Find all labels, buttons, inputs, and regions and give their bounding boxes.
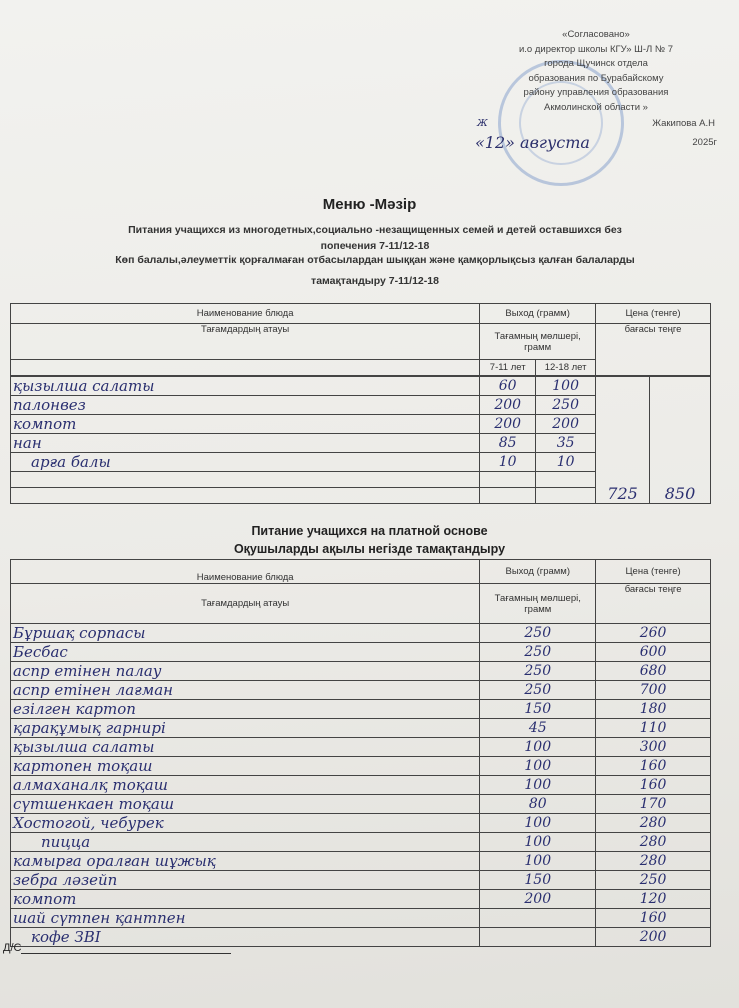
dish-price: 280 — [596, 852, 711, 871]
dish-grams: 45 — [480, 719, 596, 738]
col-name-ru: Наименование блюда — [11, 560, 480, 584]
section-title-ru: Питание учащихся на платной основе — [251, 524, 488, 538]
dish-name: езілген картоп — [11, 700, 480, 719]
dish-grams: 60 — [480, 377, 536, 396]
col-name-ru: Наименование блюда — [11, 304, 480, 324]
dish-name: камырға оралған шұжық — [11, 852, 480, 871]
dish-grams: 100 — [480, 757, 596, 776]
signature: Ж — [477, 118, 488, 129]
dish-grams: 200 — [536, 415, 596, 434]
dish-price: 680 — [596, 662, 711, 681]
subtitle-kz-2: тамақтандыру 7-11/12-18 — [311, 275, 439, 287]
dish-price: 250 — [596, 871, 711, 890]
approval-line: образования по Бурабайскому — [528, 72, 664, 84]
dish-grams: 150 — [480, 871, 596, 890]
dish-grams: 35 — [536, 434, 596, 453]
dish-grams: 100 — [480, 852, 596, 871]
dish-name: қызылша салаты — [11, 377, 480, 396]
ds-signature-line — [3, 942, 231, 954]
dish-grams: 200 — [480, 415, 536, 434]
approval-line: Акмолинской области » — [544, 101, 648, 113]
subtitle-ru-1: Питания учащихся из многодетных,социально -незащищенных семей и детей оставшихся без — [128, 224, 622, 236]
total-price — [650, 377, 711, 504]
approval-line: району управления образования — [523, 87, 669, 98]
dish-grams: 250 — [480, 662, 596, 681]
approval-line: и.о директор школы КГУ» Ш-Л № 7 — [518, 43, 674, 55]
dish-grams: 10 — [536, 453, 596, 472]
price-7-11-value: 725 — [607, 484, 638, 503]
dish-price: 600 — [596, 643, 711, 662]
approval-line: города Щучинск отдела — [544, 58, 648, 69]
dish-price: 160 — [596, 909, 711, 928]
dish-price: 280 — [596, 814, 711, 833]
dish-name: алмаханалқ тоқаш — [11, 776, 480, 795]
col-output-ru: Выход (грамм) — [480, 560, 596, 584]
page-title: Меню -Мәзір — [322, 196, 417, 213]
approval-line: «Согласовано» — [562, 29, 630, 40]
dish-grams: 100 — [480, 776, 596, 795]
dish-name: зебра ләзейп — [11, 871, 480, 890]
col-price-ru: Цена (тенге) — [596, 304, 711, 324]
dish-name: палонвез — [11, 396, 480, 415]
dish-name: Хостогой, чебурек — [11, 814, 480, 833]
col-output-ru: Выход (грамм) — [480, 304, 596, 324]
dish-price: 170 — [596, 795, 711, 814]
dish-name: аспр етінен палау — [11, 662, 480, 681]
dish-price: 280 — [596, 833, 711, 852]
col-output-kz: Тағамның мөлшері, грамм — [480, 324, 596, 360]
dish-name: Бұршақ сорпасы — [11, 624, 480, 643]
dish-grams — [480, 909, 596, 928]
dish-price: 160 — [596, 776, 711, 795]
subtitle-ru-2: попечения 7-11/12-18 — [320, 240, 430, 252]
dish-price: 260 — [596, 624, 711, 643]
col-price-ru: Цена (тенге) — [596, 560, 711, 584]
dish-grams: 150 — [480, 700, 596, 719]
dish-price: 120 — [596, 890, 711, 909]
price-age-7-11 — [596, 376, 650, 377]
dish-grams: 250 — [480, 643, 596, 662]
dish-price: 200 — [596, 928, 711, 947]
dish-name: қарақұмық гарнирі — [11, 719, 480, 738]
dish-name: картопен тоқаш — [11, 757, 480, 776]
dish-grams: 100 — [480, 833, 596, 852]
col-name-kz: Тағамдардың атауы — [11, 324, 480, 360]
dish-grams: 200 — [480, 890, 596, 909]
dish-grams: 100 — [480, 814, 596, 833]
approval-block — [471, 28, 721, 150]
dish-grams: 250 — [480, 624, 596, 643]
dish-grams: 200 — [480, 396, 536, 415]
dish-name: компот — [11, 415, 480, 434]
dish-name: пицца — [11, 833, 480, 852]
total-price — [596, 377, 650, 504]
price-12-18-value: 850 — [664, 484, 696, 503]
approval-date — [471, 132, 721, 152]
dish-price: 110 — [596, 719, 711, 738]
dish-grams: 85 — [480, 434, 536, 453]
dish-name: сүтшенкаен тоқаш — [11, 795, 480, 814]
dish-price: 160 — [596, 757, 711, 776]
dish-grams: 10 — [480, 453, 536, 472]
signature-line — [471, 117, 721, 132]
ds-label: Д/С — [3, 942, 22, 954]
signature-blank — [21, 943, 231, 954]
section-title-kz: Оқушыларды ақылы негізде тамақтандыру — [233, 542, 506, 556]
age-7-11: 7-11 лет — [480, 360, 536, 376]
dish-name: аспр етінен лағман — [11, 681, 480, 700]
dish-name: Бесбас — [11, 643, 480, 662]
dish-grams: 250 — [480, 681, 596, 700]
director-name: Жакипова А.Н — [652, 118, 715, 129]
dish-price: 300 — [596, 738, 711, 757]
dish-name: нан — [11, 434, 480, 453]
col-output-kz: Тағамның мөлшері, грамм — [480, 584, 596, 624]
col-price-kz: бағасы теңге — [596, 324, 711, 376]
menu-table-paid — [10, 559, 711, 947]
dish-grams: 100 — [536, 377, 596, 396]
dish-grams: 100 — [480, 738, 596, 757]
dish-name: шай сүтпен қантпен — [11, 909, 480, 928]
age-12-18: 12-18 лет — [536, 360, 596, 376]
dish-name: компот — [11, 890, 480, 909]
dish-grams — [480, 928, 596, 947]
subtitle-kz-1: Көп балалы,әлеуметтік қорғалмаған отбасылардан шыққан және қамқорлықсыз қалған балаларды — [115, 254, 635, 266]
menu-table-subsidized — [10, 303, 711, 504]
dish-grams: 250 — [536, 396, 596, 415]
dish-name: кофе ЗВІ — [11, 928, 480, 947]
dish-grams: 80 — [480, 795, 596, 814]
col-name-kz: Тағамдардың атауы — [11, 584, 480, 624]
dish-price: 180 — [596, 700, 711, 719]
approval-date-handwritten: «12» августа — [475, 132, 590, 152]
dish-name: арға балы — [11, 453, 480, 472]
dish-name: қызылша салаты — [11, 738, 480, 757]
col-price-kz: бағасы теңге — [596, 584, 711, 624]
approval-year: 2025г — [692, 136, 717, 148]
dish-price: 700 — [596, 681, 711, 700]
